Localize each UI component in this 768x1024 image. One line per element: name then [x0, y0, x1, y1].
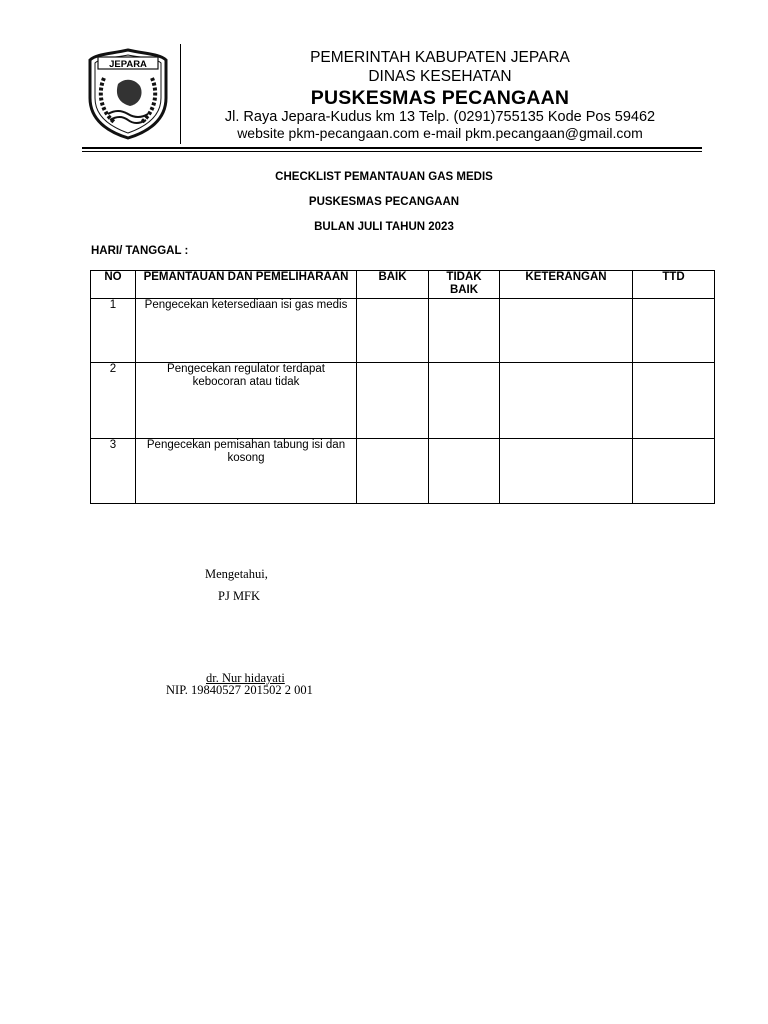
row-tidak-baik-cell[interactable] — [429, 363, 500, 439]
table-row — [91, 299, 715, 363]
table-header-row — [91, 271, 715, 299]
table-row — [91, 439, 715, 504]
row-ttd-cell[interactable] — [633, 299, 715, 363]
row-no: 1 — [91, 299, 136, 363]
row-baik-cell[interactable] — [357, 363, 429, 439]
letterhead-address: Jl. Raya Jepara-Kudus km 13 Telp. (0291)755135 Kode Pos 59462 — [224, 109, 656, 125]
row-item: Pengecekan regulator terdapat kebocoran atau tidak — [136, 363, 357, 439]
date-label: HARI/ TANGGAL : — [91, 245, 189, 257]
table-row — [91, 363, 715, 439]
letterhead-divider — [180, 44, 181, 144]
row-keterangan-cell[interactable] — [500, 299, 633, 363]
header-baik: BAIK — [357, 271, 429, 299]
row-no: 3 — [91, 439, 136, 504]
letterhead-rule-thick — [82, 147, 702, 149]
signature-role: PJ MFK — [218, 589, 261, 603]
letterhead-rule-thin — [82, 151, 702, 152]
letterhead-contact: website pkm-pecangaan.com e-mail pkm.pecangaan@gmail.com — [237, 125, 643, 141]
letterhead-agency: DINAS KESEHATAN — [368, 68, 512, 85]
row-baik-cell[interactable] — [357, 439, 429, 504]
header-no: NO — [91, 271, 136, 299]
row-keterangan-cell[interactable] — [500, 363, 633, 439]
signature-acknowledged: Mengetahui, — [205, 567, 268, 581]
emblem-leaves-left — [101, 78, 114, 122]
letterhead-institution: PUSKESMAS PECANGAAN — [310, 87, 570, 109]
row-keterangan-cell[interactable] — [500, 439, 633, 504]
row-item: Pengecekan pemisahan tabung isi dan kosong — [136, 439, 357, 504]
document-title: CHECKLIST PEMANTAUAN GAS MEDIS — [275, 171, 493, 183]
signature-nip: NIP. 19840527 201502 2 001 — [166, 683, 313, 697]
letterhead-government: PEMERINTAH KABUPATEN JEPARA — [310, 49, 570, 66]
signature-name: dr. Nur hidayati — [206, 671, 285, 685]
checklist-table — [90, 270, 715, 504]
row-item: Pengecekan ketersediaan isi gas medis — [136, 299, 357, 363]
document-period: BULAN JULI TAHUN 2023 — [314, 221, 454, 233]
row-baik-cell[interactable] — [357, 299, 429, 363]
header-item: PEMANTAUAN DAN PEMELIHARAAN — [136, 271, 357, 299]
emblem-waves — [108, 111, 148, 117]
document-subtitle: PUSKESMAS PECANGAAN — [308, 196, 460, 208]
jepara-regency-emblem — [88, 48, 168, 140]
row-tidak-baik-cell[interactable] — [429, 299, 500, 363]
row-ttd-cell[interactable] — [633, 439, 715, 504]
row-tidak-baik-cell[interactable] — [429, 439, 500, 504]
header-ttd: TTD — [633, 271, 715, 299]
emblem-map — [117, 80, 142, 106]
header-keterangan: KETERANGAN — [500, 271, 633, 299]
header-tidak-baik: TIDAK BAIK — [429, 271, 500, 299]
row-ttd-cell[interactable] — [633, 363, 715, 439]
row-no: 2 — [91, 363, 136, 439]
emblem-banner-text: JEPARA — [109, 59, 147, 70]
